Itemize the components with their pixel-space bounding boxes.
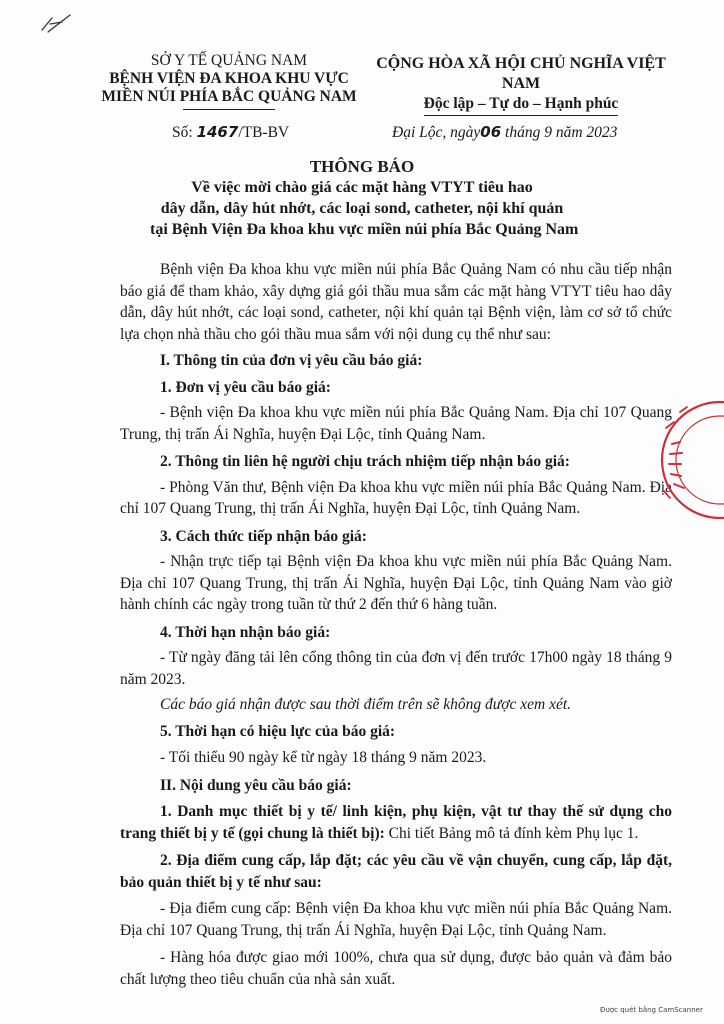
section-1-5-heading: 5. Thời hạn có hiệu lực của báo giá: [160,722,396,740]
section-1-3-heading: 3. Cách thức tiếp nhận báo giá: [160,527,367,545]
subject-line1: Về việc mời chào giá các mặt hàng VTYT tiêu hao [191,179,533,196]
issue-date [392,123,617,142]
section-2-2-text-2: - Hàng hóa được giao mới 100%, chưa qua sử dụng, được bảo quản và đảm bảo chất lượng theo tiêu chuẩn của nhà sản xuất. [120,949,672,988]
document-body [120,259,672,990]
section-2-2-heading: 2. Địa điểm cung cấp, lắp đặt; các yêu cầu về vận chuyển, cung cấp, lắp đặt, bảo quản thiết bị y tế như sau: [120,852,672,891]
date-suffix: tháng 9 năm 2023 [505,124,618,141]
header-underline [183,109,275,110]
handwritten-mark [40,12,76,34]
date-prefix: Đại Lộc, ngày [392,124,481,141]
doc-number-suffix: /TB-BV [238,124,290,141]
section-2-1-heading: 1. Danh mục thiết bị y tế/ linh kiện, phụ kiện, vật tư thay thế sử dụng cho trang thiết bị y tế (gọi chung là thiết bị): [120,803,672,842]
national-motto: Độc lập – Tự do – Hạnh phúc [424,94,619,116]
parent-agency: SỞ Y TẾ QUẢNG NAM [150,52,308,69]
section-2-heading: II. Nội dung yêu cầu báo giá: [160,776,352,794]
subject-line2: dây dẫn, dây hút nhớt, các loại sond, catheter, nội khí quản [160,200,564,217]
section-2-2-text-1: - Địa điểm cung cấp: Bệnh viện Đa khoa khu vực miền núi phía Bắc Quảng Nam. Địa chỉ 107 Quang Trung, thị trấn Ái Nghĩa, huyện Đại Lộc, tỉnh Quảng Nam. [120,900,672,939]
nation-title: CỘNG HÒA XÃ HỘI CHỦ NGHĨA VIỆT NAM [376,55,666,92]
doc-number-prefix: Số: [172,124,193,141]
hospital-name-line1: BỆNH VIỆN ĐA KHOA KHU VỰC [109,70,349,87]
document-title [150,157,579,240]
section-2-1-paragraph [120,801,672,844]
section-1-4-note: Các báo giá nhận được sau thời điểm trên sẽ không được xem xét. [160,696,572,713]
section-1-1-text: - Bệnh viện Đa khoa khu vực miền núi phía Bắc Quảng Nam. Địa chỉ 107 Quang Trung, thị trấn Ái Nghĩa, huyện Đại Lộc, tỉnh Quảng Nam. [120,404,672,443]
section-1-5-text: - Tối thiểu 90 ngày kể từ ngày 18 tháng 9 năm 2023. [160,749,487,766]
doc-number-handwritten: 1467 [196,123,239,141]
section-1-4-text: - Từ ngày đăng tải lên cổng thông tin của đơn vị đến trước 17h00 ngày 18 tháng 9 năm 2023. [120,649,672,688]
issuing-organization [98,52,360,110]
section-1-3-text: - Nhận trực tiếp tại Bệnh viện Đa khoa khu vực miền núi phía Bắc Quảng Nam. Địa chỉ 107 Quang Trung, thị trấn Ái Nghĩa, huyện Đại Lộc, tỉnh Quảng Nam vào giờ hành chính các ngày trong tuần từ thứ 2 đến thứ 6 hàng tuần. [120,553,672,613]
section-1-1-heading: 1. Đơn vị yêu cầu báo giá: [160,378,331,396]
official-stamp-partial [654,398,724,522]
section-1-2-text: - Phòng Văn thư, Bệnh viện Đa khoa khu vực miền núi phía Bắc Quảng Nam. Địa chỉ 107 Quang Trung, thị trấn Ái Nghĩa, huyện Đại Lộc, tỉnh Quảng Nam. [120,478,672,517]
intro-paragraph: Bệnh viện Đa khoa khu vực miền núi phía Bắc Quảng Nam có nhu cầu tiếp nhận báo giá để tham khảo, xây dựng giá gói thầu mua sắm các mặt hàng VTYT tiêu hao dây dẫn, dây hút nhớt, các loại sond, catheter, nội khí quản tại Bệnh viện, làm cơ sở tổ chức lựa chọn nhà thầu cho gói thầu mua sắm với nội dung cụ thể như sau: [120,261,672,343]
document-type: THÔNG BÁO [309,157,415,176]
section-2-1-text: Chi tiết Bảng mô tả đính kèm Phụ lục 1. [384,824,639,842]
national-header [362,54,680,116]
subject-line3: tại Bệnh Viện Đa khoa khu vực miền núi phía Bắc Quảng Nam [150,221,579,238]
date-day-handwritten: 06 [480,123,502,141]
section-1-heading: I. Thông tin của đơn vị yêu cầu báo giá: [160,352,423,369]
section-1-2-heading: 2. Thông tin liên hệ người chịu trách nhiệm tiếp nhận báo giá: [160,453,570,470]
section-1-4-heading: 4. Thời hạn nhận báo giá: [160,623,331,641]
scanner-watermark: Được quét bằng CamScanner [600,1006,703,1014]
document-number [172,123,289,142]
hospital-name-line2: MIỀN NÚI PHÍA BẮC QUẢNG NAM [101,88,357,105]
